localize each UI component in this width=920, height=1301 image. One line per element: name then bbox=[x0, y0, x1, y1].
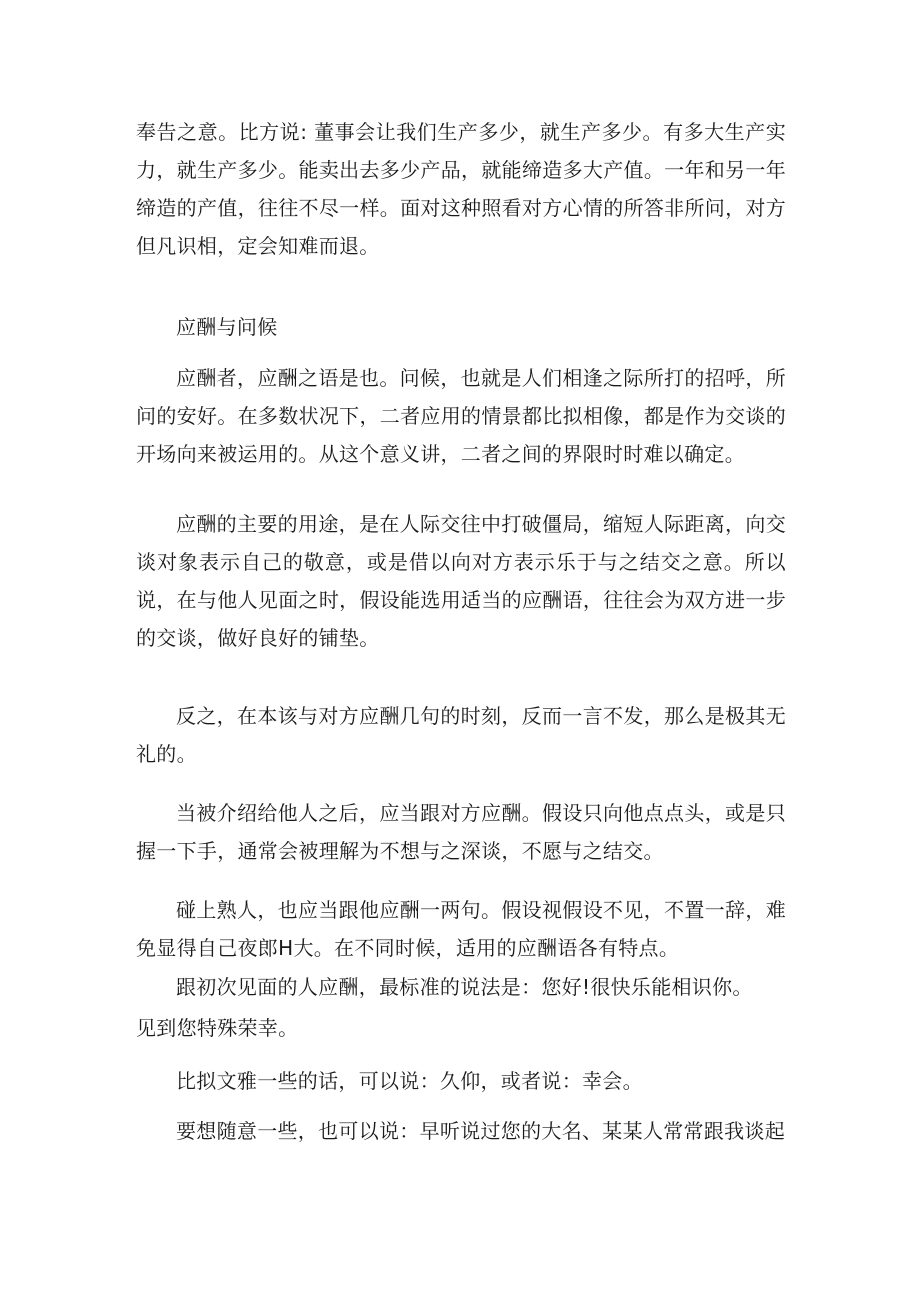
paragraph-6: 碰上熟人，也应当跟他应酬一两句。假设视假设不见，不置一辞，难免显得自己夜郎H大。在不同时候，适用的应酬语各有特点。 bbox=[136, 898, 786, 960]
paragraph-2: 应酬者，应酬之语是也。问候，也就是人们相逢之际所打的招呼，所问的安好。在多数状况下，二者应用的情景都比拟相像，都是作为交谈的开场向来被运用的。从这个意义讲，二者之间的界限时时难以确定。 bbox=[136, 366, 786, 466]
paragraph-4: 反之，在本该与对方应酬几句的时刻，反而一言不发，那么是极其无礼的。 bbox=[136, 704, 786, 766]
paragraph-5: 当被介绍给他人之后，应当跟对方应酬。假设只向他点点头，或是只握一下手，通常会被理解为不想与之深谈，不愿与之结交。 bbox=[136, 801, 786, 863]
paragraph-3: 应酬的主要的用途，是在人际交往中打破僵局，缩短人际距离，向交谈对象表示自己的敬意，或是借以向对方表示乐于与之结交之意。所以说，在与他人见面之时，假设能选用适当的应酬语，往往会为双方进一步的交谈，做好良好的铺垫。 bbox=[136, 512, 786, 650]
paragraph-7-line-1: 跟初次见面的人应酬，最标准的说法是：您好!很快乐能相识你。 bbox=[176, 975, 753, 999]
paragraph-1: 奉告之意。比方说: 董事会让我们生产多少，就生产多少。有多大生产实力，就生产多少。能卖出去多少产品，就能缔造多大产值。一年和另一年缔造的产值，往往不尽一样。面对这种照看对方心情的所答非所问，对方但凡识相，定会知难而退。 bbox=[136, 120, 786, 258]
paragraph-7-line-2: 见到您特殊荣幸。 bbox=[136, 1016, 299, 1040]
paragraph-8: 比拟文雅一些的话，可以说：久仰，或者说：幸会。 bbox=[176, 1069, 643, 1093]
section-heading: 应酬与问候 bbox=[176, 315, 278, 339]
paragraph-9: 要想随意一些，也可以说：早听说过您的大名、某某人常常跟我谈起 bbox=[176, 1119, 785, 1143]
